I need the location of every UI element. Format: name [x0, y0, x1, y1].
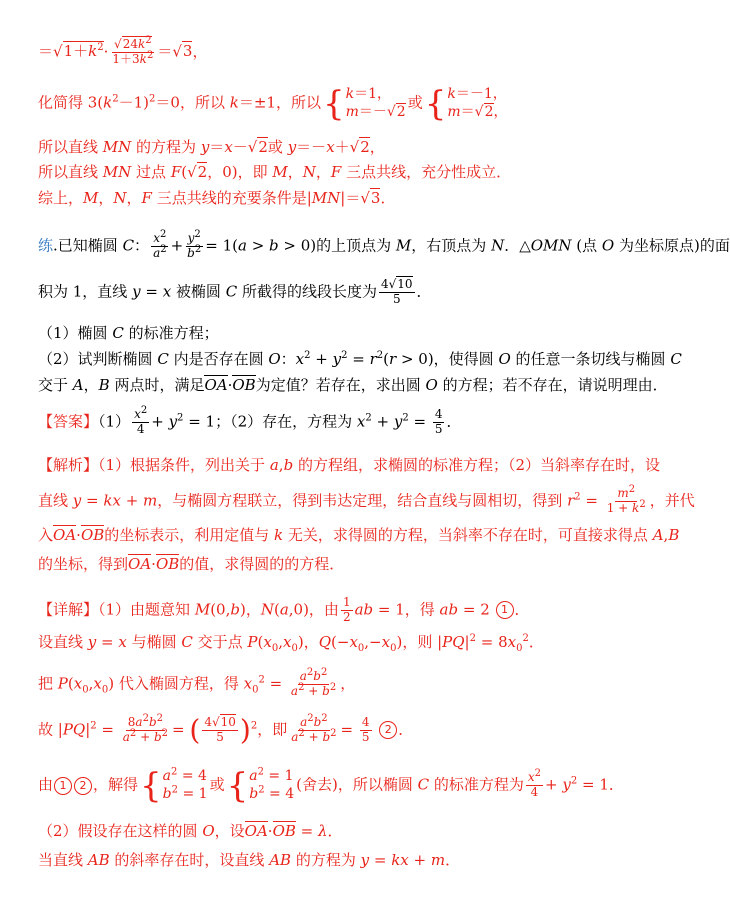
- solution-line-2: 设直线 y = x 与椭圆 C 交于点 $P(x_0,x_0)$，$Q(-x_0,-x_0)$，则 $|PQ|^2 = 8x_0^2$．: [38, 633, 544, 654]
- solution-line-4: 故 $|PQ|^2$ = $\frac{8a^2b^2}{a^2 + b^2}$ = ( $\frac{4√10}{5}$ )$^2$，即 $\frac{a^2b^2}{a^2 + b^2}$ = $\frac{4}{5}$ 2 ．: [38, 713, 414, 747]
- question-1: （1）椭圆 C 的标准方程；: [38, 324, 219, 342]
- solution-line-7: 当直线 AB 的斜率存在时，设直线 AB 的方程为 y = kx + m．: [38, 851, 461, 869]
- practice-tag: 练: [38, 236, 54, 255]
- question-2-line-2: 交于 A，B 两点时，满足OA·OB为定值？若存在，求出圆 O 的方程；若不存在，请说明理由．: [38, 376, 668, 394]
- sufficiency-line: 所以直线 MN 过点 F(√2，0)，即 M，N，F 三点共线，充分性成立．: [38, 163, 512, 181]
- question-2-line-1: （2）试判断椭圆 C 内是否存在圆 O：$x^2 + y^2 = r^2(r > 0)$，使得圆 O 的任意一条切线与椭圆 C: [38, 350, 682, 368]
- analysis-line-2: 直线 y = kx + m，与椭圆方程联立，得到韦达定理，结合直线与圆相切，得到 $r^2$ = $\frac{m^2}{1 + k^2}$ ，并代: [38, 484, 695, 515]
- practice-problem-line-2: 积为 1，直线 y = x 被椭圆 C 所截得的线段长度为 $\frac{4√10}{5}$ ．: [38, 277, 432, 306]
- solution-line-1: 【详解】（1）由题意知 M(0,b)，N(a,0)，由 $\frac{1}{2}$ ab = 1，得 ab = 2 1 ．: [38, 595, 530, 624]
- analysis-line-3: 入OA·OB的坐标表示，利用定值与 k 无关，求得圆的方程，当斜率不存在时，可直接求得点 A,B: [38, 526, 680, 544]
- practice-problem-line-1: 练.已知椭圆 C： $\frac{x^2}{a^2}$ + $\frac{y^2}{b^2}$ = 1(a > b > 0)的上顶点为 M，右顶点为 N．△OMN (点 O 为坐标原点)的面: [38, 229, 730, 260]
- solution-tag: 【详解】: [38, 600, 99, 619]
- answer-line: 【答案】（1） $\frac{x^2}{4}$ + $y^2 = 1$；（2）存在，方程为 $x^2 + y^2$ = $\frac{4}{5}$ ．: [38, 405, 462, 436]
- answer-tag: 【答案】: [38, 412, 99, 431]
- solution-line-6: （2）假设存在这样的圆 O，设OA·OB = λ．: [38, 822, 343, 840]
- analysis-tag: 【解析】: [38, 456, 99, 474]
- conclusion-line: 综上，M，N，F 三点共线的充要条件是|MN|＝√3．: [38, 189, 396, 207]
- analysis-line-4: 的坐标，得到OA·OB的值，求得圆的的方程．: [38, 555, 345, 573]
- solution-line-5: 由 1 2 ，解得 { $a^2 = 4$ $b^2 = 1$ 或 { $a^2 = 1$ $b^2 = 4$ (舍去)，所以椭圆 C 的标准方程为 $\frac{x^2}{4}$ + $y^2 = 1$．: [38, 765, 624, 806]
- analysis-line-1: 【解析】（1）根据条件，列出关于 a,b 的方程组，求椭圆的标准方程；（2）当斜率存在时，设: [38, 456, 661, 474]
- line-mn-equation: 所以直线 MN 的方程为 y＝x－√2或 y＝－x＋√2，: [38, 138, 385, 156]
- simplify-line: 化简得 $3(k^2-1)^2=0$，所以 k＝±1，所以 { k＝1， m＝－√2 或 { k＝－1， m＝√2，: [38, 83, 508, 124]
- solution-line-3: 把 $P(x_0,x_0)$ 代入椭圆方程，得 $x_0^2$ = $\frac{a^2b^2}{a^2 + b^2}$ ，: [38, 667, 356, 698]
- equation-line-1: $=√1+k^2\cdot$ $\frac{√24k^2}{1+3k^2}$ ＝√3，: [38, 35, 208, 66]
